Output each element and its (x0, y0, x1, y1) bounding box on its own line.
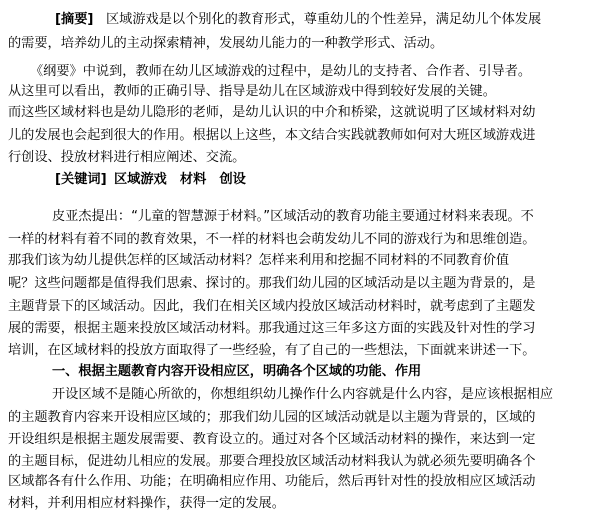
body-line: 那我们该为幼儿提供怎样的区域活动材料？怎样来利用和挖掘不同材料的不同教育价值 (8, 253, 510, 268)
body-line: 培训，在区域材料的投放方面取得了一些经验，有了自己的一些想法，下面就来讲述一下。 (8, 343, 536, 358)
abstract-line: 区域游戏是以个别化的教育形式，尊重幼儿的个性差异，满足幼儿个体发展 (106, 12, 542, 27)
section-line: 材料，并利用相应材料操作，获得一定的发展。 (8, 496, 285, 511)
abstract-label: [摘要] (55, 12, 94, 27)
abstract-line: 而这些区域材料也是幼儿隐形的老师，是幼儿认识的中介和桥梁，这就说明了区域材料对幼 (8, 105, 536, 120)
abstract-line: 行创设、投放材料进行相应阐述、交流。 (8, 150, 246, 165)
abstract-line: 的需要，培养幼儿的主动探索精神，发展幼儿能力的一种教学形式、活动。 (8, 36, 444, 51)
body-line: 展的需要，根据主题来投放区域活动材料。那我通过这三年多这方面的实践及针对性的学习 (8, 321, 536, 336)
abstract-line: 儿的发展也会起到很大的作用。根据以上这些，本文结合实践就教师如何对大班区域游戏进 (8, 128, 536, 143)
body-line: 主题背景下的区域活动。因此，我们在相关区域内投放区域活动材料时，就考虑到了主题发 (8, 299, 536, 314)
keywords-label: [关键词] (55, 172, 107, 187)
section-heading: 一、根据主题教育内容开设相应区，明确各个区域的功能、作用 (52, 364, 422, 379)
section-line: 开设区域不是随心所欲的，你想组织幼儿操作什么内容就是什么内容，是应该根据相应 (52, 387, 554, 402)
body-line: 呢？这些问题都是值得我们思索、探讨的。那我们幼儿园的区域活动是以主题为背景的，是 (8, 276, 536, 291)
section-line: 的主题目标，促进幼儿相应的发展。那要合理投放区域活动材料我认为就必须先要明确各个 (8, 454, 536, 469)
section-line: 的主题教育内容来开设相应区域的；那我们幼儿园的区域活动就是以主题为背景的，区域的 (8, 410, 536, 425)
keywords-value: 区域游戏 材料 创设 (114, 172, 246, 187)
body-line: 皮亚杰提出：“儿童的智慧源于材料。”区域活动的教育功能主要通过材料来表现。不 (52, 209, 534, 224)
body-line: 一样的材料有着不同的教育效果，不一样的材料也会萌发幼儿不同的游戏行为和思维创造。 (8, 232, 536, 247)
abstract-line: 从这里可以看出，教师的正确引导、指导是幼儿在区域游戏中得到较好发展的关键。 (8, 84, 496, 99)
section-line: 区域都各有什么作用、功能；在明确相应作用、功能后，然后再针对性的投放相应区域活动 (8, 474, 536, 489)
section-line: 开设组织是根据主题发展需要、教育设立的。通过对各个区域活动材料的操作，来达到一定 (8, 432, 536, 447)
abstract-line: 《纲要》中说到，教师在幼儿区域游戏的过程中，是幼儿的支持者、合作者、引导者。 (30, 64, 532, 79)
